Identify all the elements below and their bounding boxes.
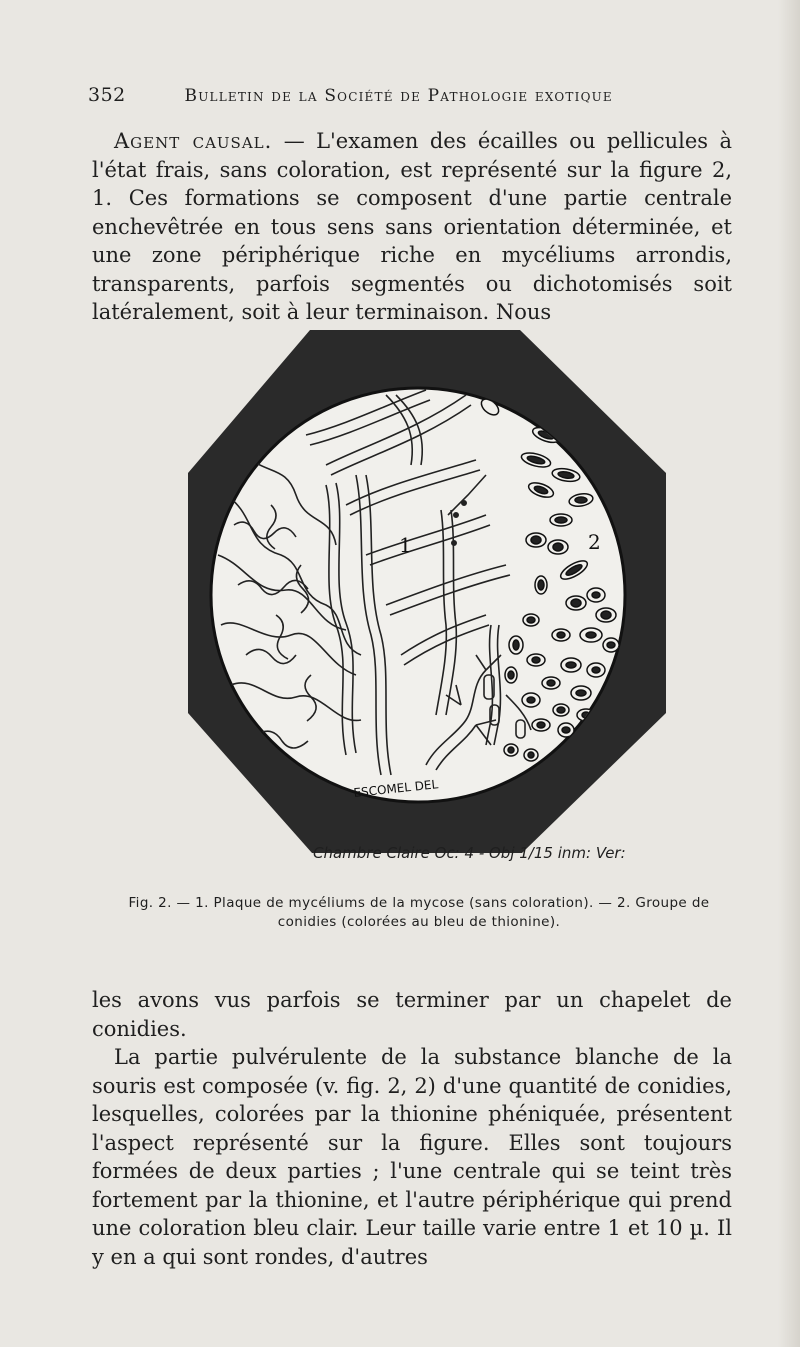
figure-credit: Chambre Claire Oc: 4 - Obj 1/15 inm: Ver: [313, 844, 626, 862]
paragraph-continuation: les avons vus parfois se terminer par un chapelet de conidies. [92, 988, 732, 1041]
paragraph-text: — L'examen des écailles ou pellicules à l'état frais, sans coloration, est représenté sur la figure 2, 1. Ces formations se composent d'une partie centrale enchevêtrée en tous sens sans orientation déterminée, et une zone périphérique riche en mycéliums arrondis, transparents, parfois segmentés ou dichotomisés soit latéralement, soit à leur terminaison. Nous [92, 129, 732, 324]
figure-caption: Fig. 2. — 1. Plaque de mycéliums de la mycose (sans coloration). — 2. Groupe de conidies (colorées au bleu de thionine). [128, 895, 710, 930]
artist-signature: ESCOMEL DEL [352, 777, 439, 800]
running-header [88, 84, 648, 106]
paragraph-continued [92, 986, 732, 1271]
figure-label-1: 1 [399, 533, 412, 557]
microscope-drawing [186, 325, 670, 855]
paragraph-conidia [92, 1043, 732, 1271]
section-lead: Agent causal. [114, 129, 273, 153]
figure-2 [186, 325, 670, 855]
paragraph-agent-causal [92, 127, 732, 327]
running-title: Bulletin de la Société de Pathologie exotique [184, 86, 613, 106]
paragraph-text-conidia: La partie pulvérulente de la substance blanche de la souris est composée (v. fig. 2, 2) d'une quantité de conidies, lesquelles, colorées par la thionine phéniquée, présentent l'aspect représenté sur la figure. Elles sont toujours formées de deux parties ; l'une centrale qui se teint très fortement par la thionine, et l'autre périphérique qui prend une coloration bleu clair. Leur taille varie entre 1 et 10 µ. Il y en a qui sont rondes, d'autres [92, 1045, 732, 1269]
page-edge-shadow [778, 0, 800, 1347]
page-number: 352 [88, 84, 126, 106]
figure-label-2: 2 [588, 530, 601, 554]
